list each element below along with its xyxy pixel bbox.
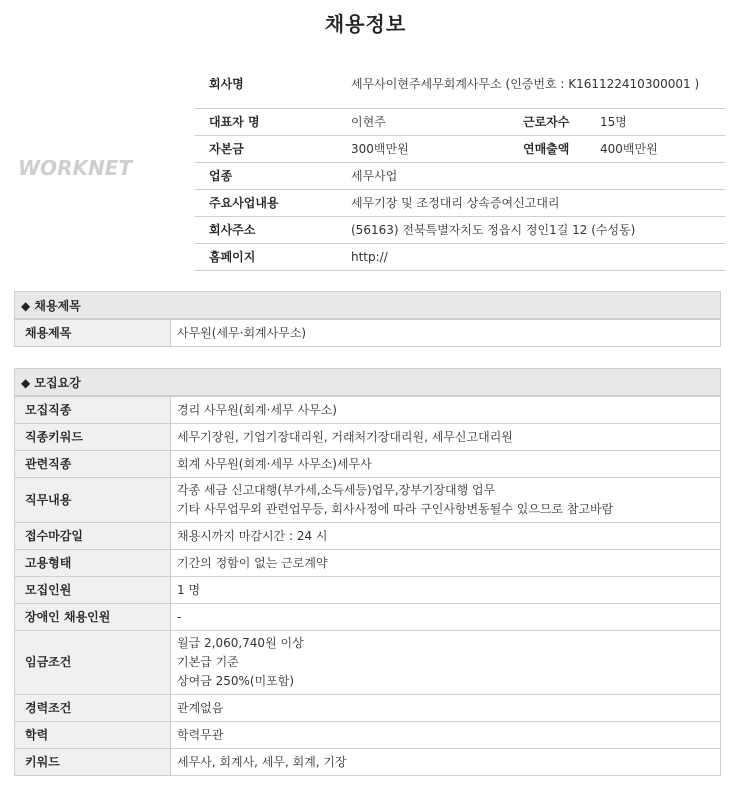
requirement-value: [171, 424, 721, 451]
requirement-label: 장애인 채용인원: [15, 604, 171, 631]
requirement-value: [171, 523, 721, 550]
business-label: 주요사업내용: [195, 189, 345, 216]
requirement-label: 접수마감일: [15, 523, 171, 550]
requirement-row: [15, 424, 721, 451]
requirement-value-line: 채용시까지 마감시간 : 24 시: [177, 528, 328, 543]
requirement-value: [171, 604, 721, 631]
address-label: 회사주소: [195, 216, 345, 243]
worknet-logo: [18, 156, 132, 180]
requirement-value-line: 회계 사무원(회계·세무 사무소)세무사: [177, 456, 372, 471]
capital-label: 자본금: [195, 135, 345, 162]
requirement-value-line: 관계없음: [177, 700, 224, 715]
requirement-label: 모집직종: [15, 397, 171, 424]
address-value: (56163) 전북특별자치도 정읍시 정인1길 12 (수성동): [345, 216, 725, 243]
business-value: 세무기장 및 조정대리 상속증여신고대리: [345, 189, 725, 216]
industry-value: 세무사업: [345, 162, 725, 189]
requirement-label: 고용형태: [15, 550, 171, 577]
requirement-row: [15, 451, 721, 478]
requirement-row: [15, 523, 721, 550]
requirement-row: [15, 478, 721, 523]
homepage-row: [195, 243, 725, 270]
requirement-value: [171, 577, 721, 604]
requirement-value: [171, 478, 721, 523]
job-title-table: [14, 319, 721, 347]
requirement-label: 관련직종: [15, 451, 171, 478]
company-name-label: 회사명: [195, 60, 345, 108]
requirement-value: [171, 749, 721, 776]
requirements-heading: ◆ 모집요강: [14, 368, 721, 396]
requirement-value-line: 1 명: [177, 582, 201, 597]
requirement-value-line: 기간의 정함이 없는 근로계약: [177, 555, 328, 570]
capital-row: [195, 135, 725, 162]
requirement-label: 임금조건: [15, 631, 171, 695]
requirement-row: [15, 604, 721, 631]
ceo-row: [195, 108, 725, 135]
requirement-row: [15, 577, 721, 604]
requirement-label: 직무내용: [15, 478, 171, 523]
requirement-value-line: 경리 사무원(회계·세무 사무소): [177, 402, 337, 417]
requirement-value: [171, 631, 721, 695]
company-info-table: [195, 60, 725, 271]
requirement-label: 학력: [15, 722, 171, 749]
requirement-row: [15, 550, 721, 577]
requirement-value-line: 상여금 250%(미포함): [177, 674, 295, 688]
requirement-value-line: 세무사, 회계사, 세무, 회계, 기장: [177, 754, 347, 769]
business-row: [195, 189, 725, 216]
requirement-row: [15, 749, 721, 776]
company-name-row: [195, 60, 725, 108]
homepage-label: 홈페이지: [195, 243, 345, 270]
employees-value: 15명: [594, 108, 725, 135]
sales-label: 연매출액: [517, 135, 594, 162]
requirement-value: [171, 397, 721, 424]
industry-label: 업종: [195, 162, 345, 189]
requirement-value-line: 세무기장원, 기업기장대리원, 거래처기장대리원, 세무신고대리원: [177, 429, 513, 444]
requirement-value: [171, 550, 721, 577]
requirement-value-line: 각종 세금 신고대행(부가세,소득세등)업무,장부기장대행 업무: [177, 483, 496, 497]
requirement-label: 모집인원: [15, 577, 171, 604]
requirement-value: [171, 722, 721, 749]
requirement-label: 키워드: [15, 749, 171, 776]
requirement-row: [15, 695, 721, 722]
industry-row: [195, 162, 725, 189]
requirement-value: [171, 695, 721, 722]
requirements-table: [14, 396, 721, 776]
capital-value: 300백만원: [345, 135, 517, 162]
requirement-row: [15, 397, 721, 424]
job-title-section: [14, 291, 721, 347]
requirement-row: [15, 631, 721, 695]
logo-text: WORKNET: [18, 156, 133, 180]
job-title-row: [15, 320, 721, 347]
requirement-label: 경력조건: [15, 695, 171, 722]
job-title-value: 사무원(세무·회계사무소): [171, 320, 721, 347]
employees-label: 근로자수: [517, 108, 594, 135]
requirement-value-line: -: [177, 609, 182, 624]
requirement-value: [171, 451, 721, 478]
sales-value: 400백만원: [594, 135, 725, 162]
homepage-link[interactable]: http://: [345, 243, 725, 270]
address-row: [195, 216, 725, 243]
requirement-value-line: 월급 2,060,740원 이상: [177, 636, 304, 650]
requirement-value-line: 기타 사무업무외 관련업무등, 회사사정에 따라 구인사항변동될수 있으므로 참고바람: [177, 502, 614, 516]
job-title-heading: ◆ 채용제목: [14, 291, 721, 319]
ceo-value: 이현주: [345, 108, 517, 135]
requirement-label: 직종키워드: [15, 424, 171, 451]
requirements-section: [14, 368, 721, 776]
page-title: 채용정보: [324, 12, 407, 36]
job-title-label: 채용제목: [15, 320, 171, 347]
requirement-value-line: 학력무관: [177, 727, 224, 742]
ceo-label: 대표자 명: [195, 108, 345, 135]
requirement-row: [15, 722, 721, 749]
company-name-value: 세무사이현주세무회계사무소 (인증번호 : K161122410300001 ): [345, 60, 725, 108]
requirement-value-line: 기본급 기준: [177, 655, 239, 669]
